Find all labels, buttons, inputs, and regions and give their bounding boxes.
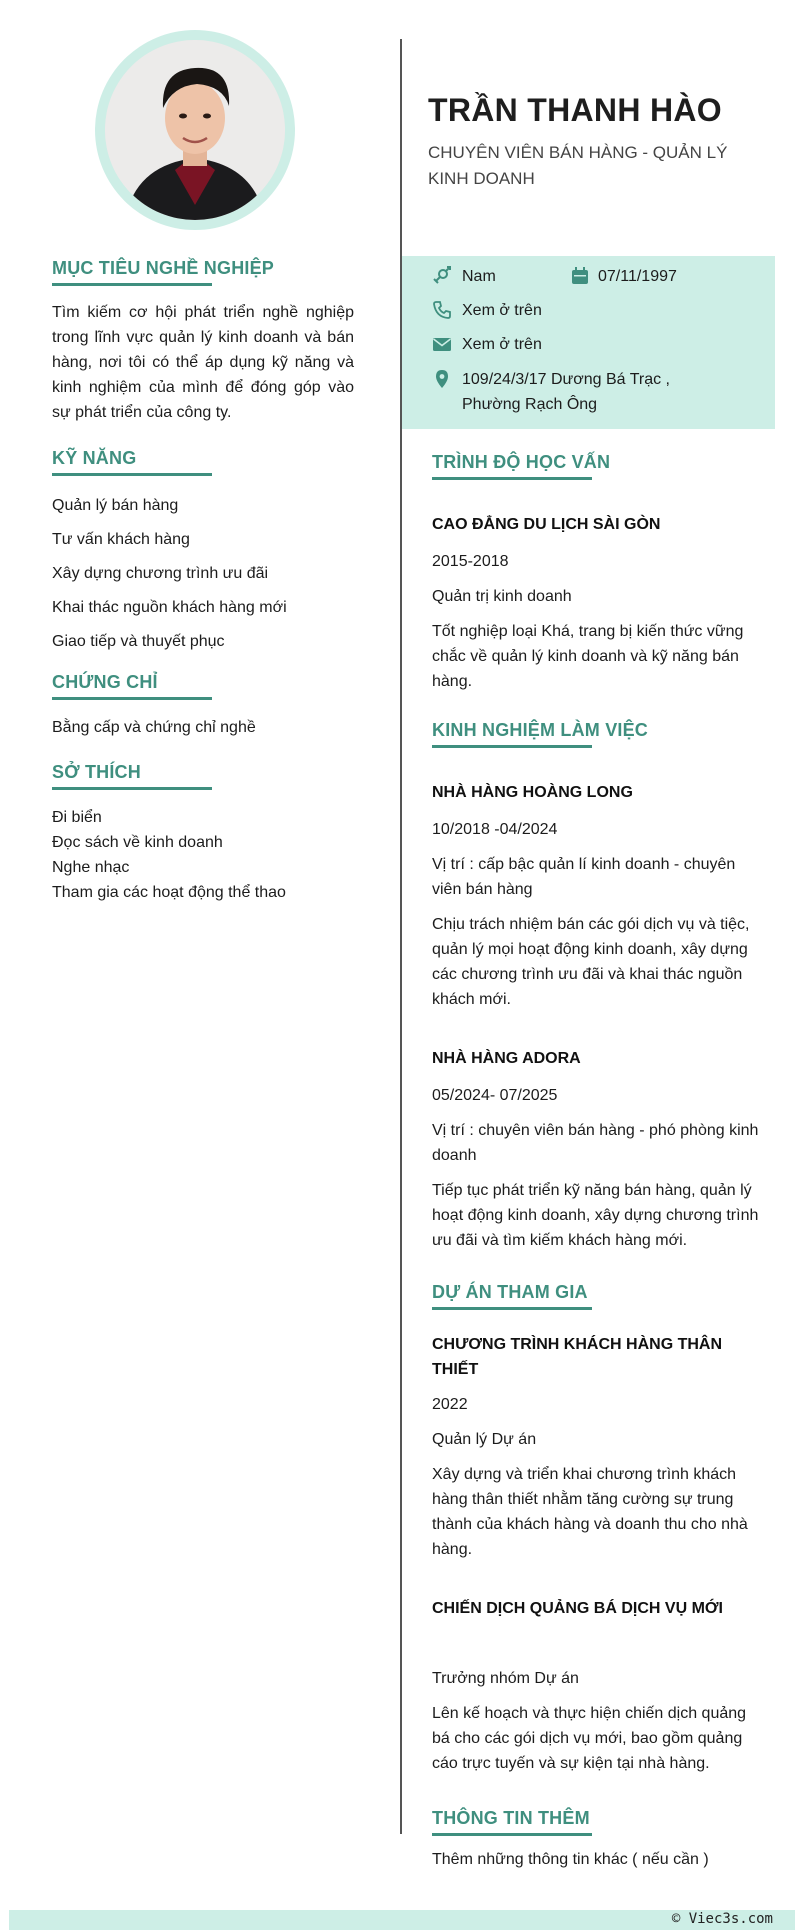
skill-item: Khai thác nguồn khách hàng mới bbox=[52, 599, 287, 616]
phone-icon bbox=[432, 300, 452, 320]
hobby-item: Nghe nhạc bbox=[52, 859, 130, 876]
additional-section bbox=[432, 1808, 762, 1872]
experience-company: NHÀ HÀNG ADORA bbox=[432, 1050, 581, 1067]
project-role: Quản lý Dự án bbox=[432, 1431, 537, 1448]
avatar-ring bbox=[95, 30, 295, 230]
certificates-section bbox=[52, 672, 354, 740]
certificates-list bbox=[52, 715, 354, 740]
birthday-value: 07/11/1997 bbox=[598, 268, 677, 285]
skills-list bbox=[52, 496, 354, 652]
experience-section bbox=[432, 720, 762, 1253]
section-underline bbox=[432, 477, 592, 480]
avatar bbox=[105, 40, 285, 220]
section-underline bbox=[432, 1833, 592, 1836]
skill-item: Xây dựng chương trình ưu đãi bbox=[52, 565, 269, 582]
gender-value: Nam bbox=[462, 268, 496, 285]
skills-title: KỸ NĂNG bbox=[52, 448, 137, 468]
skills-section bbox=[52, 448, 354, 652]
project-year: 2022 bbox=[432, 1396, 468, 1413]
email-icon bbox=[432, 334, 452, 354]
education-title: TRÌNH ĐỘ HỌC VẤN bbox=[432, 452, 611, 472]
additional-text: Thêm những thông tin khác ( nếu cần ) bbox=[432, 1851, 709, 1868]
project-desc: Lên kế hoạch và thực hiện chiến dịch quảng bá cho các gói dịch vụ mới, bao gồm quảng cáo trực tuyến và sự kiện tại nhà hàng. bbox=[432, 1705, 747, 1772]
hobby-item: Tham gia các hoạt động thể thao bbox=[52, 884, 286, 901]
certificate-item: Bằng cấp và chứng chỉ nghề bbox=[52, 719, 256, 736]
project-year bbox=[432, 1631, 762, 1656]
project-desc: Xây dựng và triển khai chương trình khách hàng thân thiết nhằm tăng cường sự trung thành của khách hàng và doanh thu cho nhà hàng. bbox=[432, 1466, 748, 1558]
hobby-item: Đi biển bbox=[52, 809, 102, 826]
experience-position: Vị trí : chuyên viên bán hàng - phó phòng kinh doanh bbox=[432, 1122, 759, 1164]
objective-section bbox=[52, 258, 354, 425]
section-underline bbox=[432, 745, 592, 748]
gender-icon bbox=[432, 266, 452, 286]
calendar-icon bbox=[570, 266, 590, 286]
objective-title: MỤC TIÊU NGHỀ NGHIỆP bbox=[52, 258, 275, 278]
certificates-title: CHỨNG CHỈ bbox=[52, 672, 158, 692]
project-name: CHIẾN DỊCH QUẢNG BÁ DỊCH VỤ MỚI bbox=[432, 1600, 723, 1617]
full-name: TRẦN THANH HÀO bbox=[428, 92, 722, 128]
address-value: 109/24/3/17 Dương Bá Trạc , Phường Rạch Ông bbox=[462, 371, 670, 413]
additional-title: THÔNG TIN THÊM bbox=[432, 1808, 590, 1828]
education-section bbox=[432, 452, 762, 694]
hobby-item: Đọc sách về kinh doanh bbox=[52, 834, 223, 851]
skill-item: Tư vấn khách hàng bbox=[52, 531, 190, 548]
skill-item: Quản lý bán hàng bbox=[52, 497, 179, 514]
experience-period: 10/2018 -04/2024 bbox=[432, 821, 558, 838]
experience-period: 05/2024- 07/2025 bbox=[432, 1087, 558, 1104]
experience-desc: Tiếp tục phát triển kỹ năng bán hàng, quản lý hoạt động kinh doanh, xây dựng chương trình ưu đãi và tìm kiếm khách hàng mới. bbox=[432, 1182, 759, 1249]
experience-position: Vị trí : cấp bậc quản lí kinh doanh - chuyên viên bán hàng bbox=[432, 856, 736, 898]
hobbies-section bbox=[52, 762, 354, 905]
education-major: Quản trị kinh doanh bbox=[432, 588, 572, 605]
location-icon bbox=[432, 369, 452, 389]
section-underline bbox=[52, 473, 212, 476]
experience-desc: Chịu trách nhiệm bán các gói dịch vụ và tiệc, quản lý mọi hoạt động kinh doanh, xây dựng các chương trình ưu đãi và khai thác nguồn khách mới. bbox=[432, 916, 750, 1008]
school-name: CAO ĐẲNG DU LỊCH SÀI GÒN bbox=[432, 516, 661, 533]
section-underline bbox=[52, 283, 212, 286]
email-value: Xem ở trên bbox=[462, 336, 542, 353]
projects-title: DỰ ÁN THAM GIA bbox=[432, 1282, 588, 1302]
projects-section bbox=[432, 1282, 762, 1776]
education-period: 2015-2018 bbox=[432, 553, 509, 570]
section-underline bbox=[52, 697, 212, 700]
project-role: Trưởng nhóm Dự án bbox=[432, 1670, 579, 1687]
section-underline bbox=[432, 1307, 592, 1310]
project-name: CHƯƠNG TRÌNH KHÁCH HÀNG THÂN THIẾT bbox=[432, 1336, 723, 1378]
portrait-photo bbox=[105, 40, 285, 220]
footer-credit: © Viec3s.com bbox=[671, 1911, 773, 1927]
experience-company: NHÀ HÀNG HOÀNG LONG bbox=[432, 784, 633, 801]
footer-bar bbox=[9, 1910, 795, 1930]
phone-value: Xem ở trên bbox=[462, 302, 542, 319]
section-underline bbox=[52, 787, 212, 790]
experience-title: KINH NGHIỆM LÀM VIỆC bbox=[432, 720, 649, 740]
skill-item: Giao tiếp và thuyết phục bbox=[52, 633, 225, 650]
education-desc: Tốt nghiệp loại Khá, trang bị kiến thức vững chắc về quản lý kinh doanh và kỹ năng bán hàng. bbox=[432, 623, 744, 690]
hobbies-title: SỞ THÍCH bbox=[52, 762, 141, 782]
objective-text: Tìm kiếm cơ hội phát triển nghề nghiệp trong lĩnh vực quản lý kinh doanh và bán hàng, nơi tôi có thể áp dụng kỹ năng và kinh nghiệm của mình để đóng góp vào sự phát triển của công ty. bbox=[52, 304, 354, 421]
hobbies-list bbox=[52, 805, 354, 905]
job-title: CHUYÊN VIÊN BÁN HÀNG - QUẢN LÝ KINH DOANH bbox=[428, 143, 728, 188]
contact-box bbox=[402, 256, 775, 429]
